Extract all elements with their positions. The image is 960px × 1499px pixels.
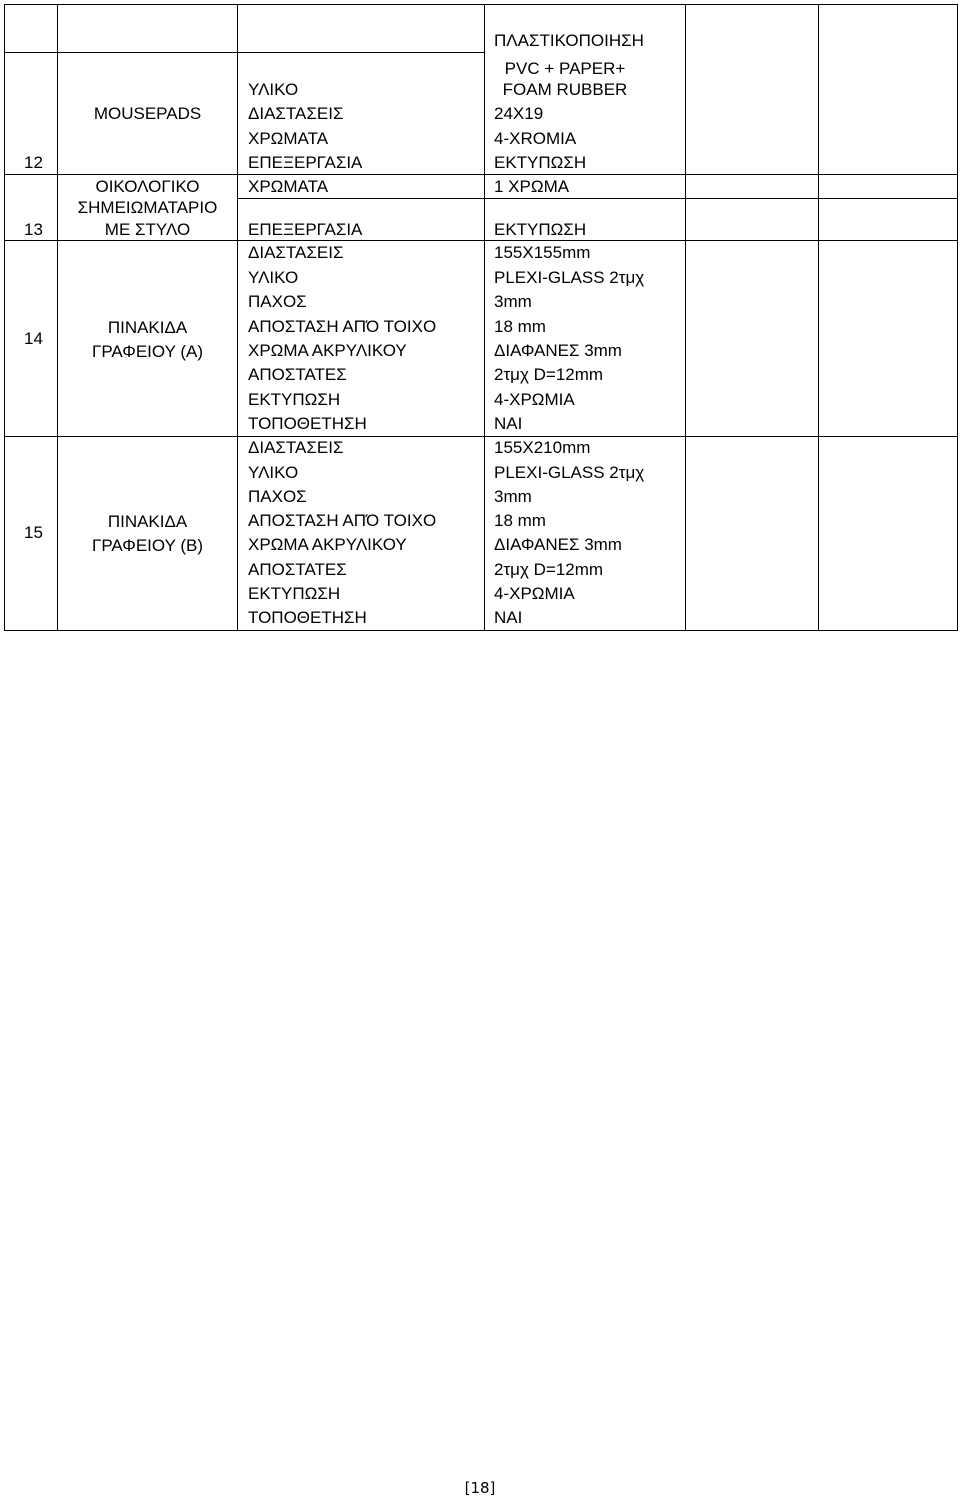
table-border-bottom	[4, 630, 958, 631]
spec-value: 155Χ210mm	[494, 438, 591, 457]
spec-value: ΔΙΑΦΑΝΕΣ 3mm	[494, 341, 622, 360]
item-number-13: 13	[24, 220, 43, 239]
item-name-15-line1: ΠΙΝΑΚΙΔΑ	[107, 512, 188, 531]
spec-value: 3mm	[494, 292, 532, 311]
spec-value: PLEXI-GLASS 2τμχ	[494, 463, 645, 482]
spec-value: 18 mm	[494, 317, 546, 336]
spec-value: 155Χ155mm	[494, 243, 591, 262]
spec-value: 2τμχ D=12mm	[494, 365, 604, 384]
spec-value: ΕΚΤΥΠΩΣΗ	[494, 220, 587, 239]
page-number: [18]	[464, 1479, 496, 1497]
spec-value: 4-ΧΡΩΜΙΑ	[494, 390, 575, 409]
spec-label: ΠΑΧΟΣ	[248, 292, 307, 311]
spec-value: ΝΑΙ	[494, 414, 523, 433]
table-border-top	[4, 4, 958, 5]
spec-label: ΔΙΑΣΤΑΣΕΙΣ	[248, 104, 344, 123]
spec-label: ΧΡΩΜΑΤΑ	[248, 129, 329, 148]
spec-value: ΔΙΑΦΑΝΕΣ 3mm	[494, 535, 622, 554]
spec-value: ΝΑΙ	[494, 608, 523, 627]
spec-label: ΤΟΠΟΘΕΤΗΣΗ	[248, 608, 367, 627]
spec-label: ΕΠΕΞΕΡΓΑΣΙΑ	[248, 153, 363, 172]
spec-label: ΠΑΧΟΣ	[248, 487, 307, 506]
spec-label: ΕΠΕΞΕΡΓΑΣΙΑ	[248, 220, 363, 239]
spec-value: 4-XROMIA	[494, 129, 577, 148]
spec-table	[0, 0, 960, 640]
item-name-14-line1: ΠΙΝΑΚΙΔΑ	[107, 318, 188, 337]
table-border-left	[4, 4, 5, 631]
row-divider-13-inner	[237, 198, 958, 199]
item-name-15-line2: ΓΡΑΦΕΙΟΥ (Β)	[91, 536, 203, 555]
item-name-13-line2: ΣΗΜΕΙΩΜΑΤΑΡΙΟ	[77, 198, 218, 217]
spec-label: ΧΡΩΜΑ ΑΚΡΥΛΙΚΟΥ	[248, 535, 407, 554]
spec-value: 1 ΧΡΩΜΑ	[494, 177, 570, 196]
spec-label: ΥΛΙΚΟ	[248, 80, 299, 99]
spec-label: ΑΠΟΣΤΑΣΗ ΑΠΌ ΤΟΙΧΟ	[248, 511, 437, 530]
item-name-12: MOUSEPADS	[93, 104, 202, 123]
spec-value: 24X19	[494, 104, 544, 123]
row-divider-14-15	[4, 436, 958, 437]
spec-label: ΤΟΠΟΘΕΤΗΣΗ	[248, 414, 367, 433]
table-col-divider-4	[685, 4, 686, 631]
spec-value: PLEXI-GLASS 2τμχ	[494, 268, 645, 287]
spec-label: ΑΠΟΣΤΑΤΕΣ	[248, 560, 347, 579]
spec-label: ΔΙΑΣΤΑΣΕΙΣ	[248, 438, 344, 457]
table-col-divider-2	[237, 4, 238, 631]
item-name-13-line3: ΜΕ ΣΤΥΛΟ	[104, 220, 191, 239]
header-lamination: ΠΛΑΣΤΙΚΟΠΟΙΗΣΗ	[494, 31, 644, 50]
header-divider	[4, 52, 485, 53]
spec-value: PVC + PAPER+	[504, 59, 626, 78]
row-divider-13-14	[4, 240, 958, 241]
item-number-15: 15	[24, 523, 43, 542]
item-name-13-line1: ΟΙΚΟΛΟΓΙΚΟ	[95, 177, 200, 196]
spec-value: 4-ΧΡΩΜΙΑ	[494, 584, 575, 603]
spec-value: 3mm	[494, 487, 532, 506]
spec-value: 2τμχ D=12mm	[494, 560, 604, 579]
spec-value: ΕΚΤΥΠΩΣΗ	[494, 153, 587, 172]
spec-label: ΔΙΑΣΤΑΣΕΙΣ	[248, 243, 344, 262]
row-divider-12-13	[4, 174, 958, 175]
spec-label: ΧΡΩΜΑ ΑΚΡΥΛΙΚΟΥ	[248, 341, 407, 360]
spec-label: ΕΚΤΥΠΩΣΗ	[248, 584, 341, 603]
spec-value: FOAM RUBBER	[502, 80, 628, 99]
spec-label: ΥΛΙΚΟ	[248, 463, 299, 482]
spec-label: ΑΠΟΣΤΑΣΗ ΑΠΌ ΤΟΙΧΟ	[248, 317, 437, 336]
item-name-14-line2: ΓΡΑΦΕΙΟΥ (Α)	[91, 342, 203, 361]
spec-label: ΧΡΩΜΑΤΑ	[248, 177, 329, 196]
spec-label: ΕΚΤΥΠΩΣΗ	[248, 390, 341, 409]
spec-label: ΥΛΙΚΟ	[248, 268, 299, 287]
table-col-divider-5	[818, 4, 819, 631]
spec-value: 18 mm	[494, 511, 546, 530]
table-border-right	[957, 4, 958, 631]
item-number-14: 14	[24, 329, 43, 348]
item-number-12: 12	[24, 153, 43, 172]
spec-label: ΑΠΟΣΤΑΤΕΣ	[248, 365, 347, 384]
